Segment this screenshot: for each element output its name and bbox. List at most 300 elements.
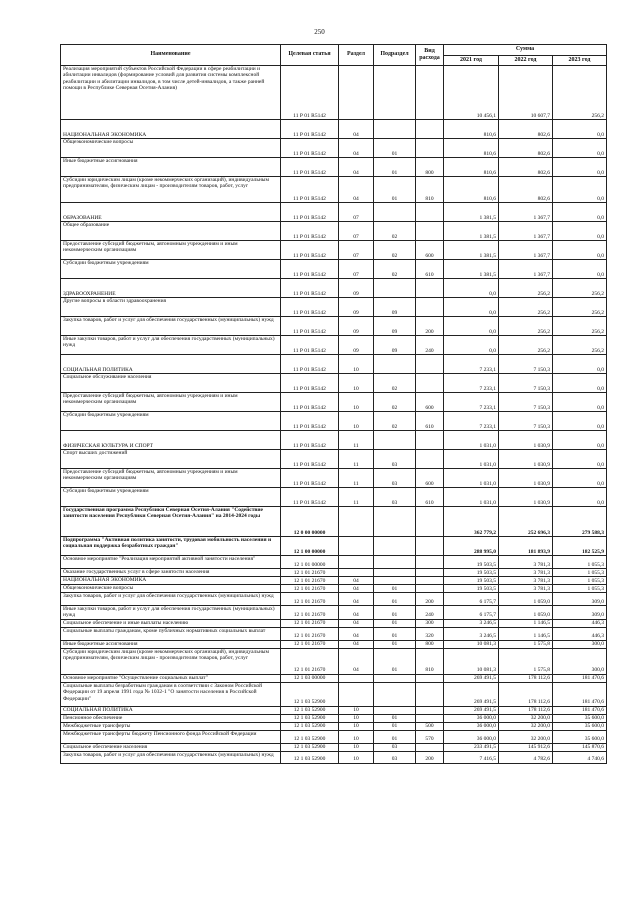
row-name: Общеэкономические вопросы — [61, 585, 281, 593]
row-sum-2022: 802,6 — [499, 139, 553, 158]
row-sum-2021: 1 381,5 — [444, 241, 499, 260]
table-row — [61, 279, 607, 298]
table-row — [61, 619, 607, 627]
table-row — [61, 355, 607, 374]
table-row — [61, 507, 607, 537]
row-sum-2023: 0,0 — [553, 177, 607, 203]
row-expense-type: 320 — [416, 627, 444, 640]
row-target: 11 Р 01 R5142 — [281, 120, 339, 139]
row-sum-2023: 4 740,6 — [553, 751, 607, 763]
row-sum-2021: 1 031,0 — [444, 488, 499, 507]
table-row — [61, 488, 607, 507]
row-sum-2022: 4 782,6 — [499, 751, 553, 763]
row-name: Межбюджетные трансферты — [61, 722, 281, 730]
row-sum-2021: 1 381,5 — [444, 222, 499, 241]
table-row — [61, 203, 607, 222]
row-target: 12 1 01 21670 — [281, 648, 339, 674]
row-section: 04 — [339, 158, 374, 177]
row-subsection: 02 — [374, 241, 416, 260]
row-expense-type — [416, 139, 444, 158]
table-row — [61, 139, 607, 158]
row-sum-2023: 0,0 — [553, 120, 607, 139]
row-section: 09 — [339, 279, 374, 298]
row-target: 11 Р 01 R5142 — [281, 66, 339, 120]
row-section: 10 — [339, 412, 374, 431]
row-sum-2021: 36 000,0 — [444, 722, 499, 730]
row-name: Реализация мероприятий субъектов Российской Федерации в сфере реабилитации и абилитации инвалидов (формирование условий для развития системы комплексной реабилитации и абилитации инвалидов, в том числе детей-инвалидов, а также ранней помощи в Республике Северная Осетия-Алания) — [61, 66, 281, 120]
row-expense-type — [416, 674, 444, 682]
row-expense-type — [416, 120, 444, 139]
row-subsection: 01 — [374, 606, 416, 620]
row-sum-2022: 1 030,9 — [499, 488, 553, 507]
row-sum-2022: 1 367,7 — [499, 241, 553, 260]
row-section — [339, 537, 374, 556]
row-subsection — [374, 203, 416, 222]
row-expense-type — [416, 374, 444, 393]
row-sum-2021: 10 456,1 — [444, 66, 499, 120]
row-sum-2022: 145 912,6 — [499, 743, 553, 751]
row-target: 12 1 01 21670 — [281, 606, 339, 620]
row-sum-2022: 32 200,0 — [499, 730, 553, 743]
table-row — [61, 577, 607, 585]
table-row — [61, 260, 607, 279]
row-sum-2021: 0,0 — [444, 317, 499, 336]
row-target: 11 Р 01 R5142 — [281, 279, 339, 298]
row-expense-type — [416, 743, 444, 751]
header-name: Наименование — [61, 45, 281, 66]
row-sum-2022: 1 367,7 — [499, 222, 553, 241]
row-subsection: 01 — [374, 714, 416, 722]
row-sum-2023: 256,2 — [553, 317, 607, 336]
row-subsection: 02 — [374, 412, 416, 431]
row-subsection: 01 — [374, 648, 416, 674]
row-sum-2021: 19 503,5 — [444, 585, 499, 593]
row-name: Закупка товаров, работ и услуг для обеспечения государственных (муниципальных) нужд — [61, 751, 281, 763]
row-expense-type: 600 — [416, 241, 444, 260]
row-sum-2021: 6 175,7 — [444, 593, 499, 606]
row-target: 11 Р 01 R5142 — [281, 298, 339, 317]
row-expense-type — [416, 556, 444, 569]
table-row — [61, 158, 607, 177]
table-row — [61, 450, 607, 469]
row-expense-type: 200 — [416, 593, 444, 606]
row-sum-2021: 810,6 — [444, 158, 499, 177]
row-section: 09 — [339, 317, 374, 336]
row-sum-2022: 256,2 — [499, 336, 553, 355]
row-sum-2022: 181 893,9 — [499, 537, 553, 556]
row-subsection: 03 — [374, 743, 416, 751]
row-section: 10 — [339, 374, 374, 393]
row-expense-type — [416, 569, 444, 577]
row-name: Иные бюджетные ассигнования — [61, 640, 281, 648]
row-sum-2021: 288 995,0 — [444, 537, 499, 556]
table-row — [61, 706, 607, 714]
row-expense-type: 200 — [416, 317, 444, 336]
row-name: ФИЗИЧЕСКАЯ КУЛЬТУРА И СПОРТ — [61, 431, 281, 450]
row-sum-2023: 181 470,6 — [553, 706, 607, 714]
row-sum-2021: 19 503,5 — [444, 556, 499, 569]
row-section: 07 — [339, 222, 374, 241]
row-expense-type — [416, 298, 444, 317]
row-sum-2021: 19 503,5 — [444, 569, 499, 577]
row-section: 04 — [339, 648, 374, 674]
row-sum-2022: 3 781,3 — [499, 556, 553, 569]
row-expense-type — [416, 585, 444, 593]
row-target: 12 1 03 52900 — [281, 730, 339, 743]
row-section: 04 — [339, 177, 374, 203]
row-sum-2022: 1 030,9 — [499, 431, 553, 450]
row-sum-2023: 145 870,6 — [553, 743, 607, 751]
row-name: Предоставление субсидий бюджетным, автономным учреждениям и иным некоммерческим организациям — [61, 241, 281, 260]
row-sum-2022: 32 200,0 — [499, 714, 553, 722]
row-expense-type: 610 — [416, 488, 444, 507]
row-sum-2021: 19 503,5 — [444, 577, 499, 585]
row-name: Общеэкономические вопросы — [61, 139, 281, 158]
row-name: СОЦИАЛЬНАЯ ПОЛИТИКА — [61, 706, 281, 714]
row-section: 04 — [339, 640, 374, 648]
row-sum-2023: 0,0 — [553, 431, 607, 450]
row-expense-type: 240 — [416, 606, 444, 620]
row-sum-2023: 0,0 — [553, 412, 607, 431]
row-section: 04 — [339, 585, 374, 593]
row-section: 07 — [339, 203, 374, 222]
row-target: 12 1 03 00000 — [281, 674, 339, 682]
row-sum-2023: 1 055,3 — [553, 556, 607, 569]
row-target: 11 Р 01 R5142 — [281, 393, 339, 412]
row-name: Общее образование — [61, 222, 281, 241]
row-subsection — [374, 120, 416, 139]
row-sum-2021: 10 081,3 — [444, 648, 499, 674]
row-sum-2023: 0,0 — [553, 450, 607, 469]
row-target: 11 Р 01 R5142 — [281, 488, 339, 507]
row-section: 11 — [339, 469, 374, 488]
row-sum-2022: 7 150,3 — [499, 355, 553, 374]
row-sum-2021: 0,0 — [444, 298, 499, 317]
row-target: 11 Р 01 R5142 — [281, 450, 339, 469]
row-target: 12 1 03 52900 — [281, 743, 339, 751]
row-subsection — [374, 279, 416, 298]
row-target: 12 1 01 21670 — [281, 569, 339, 577]
row-target: 11 Р 01 R5142 — [281, 469, 339, 488]
row-sum-2022: 1 575,8 — [499, 640, 553, 648]
row-expense-type: 240 — [416, 336, 444, 355]
header-subsection: Подраздел — [374, 45, 416, 66]
row-target: 11 Р 01 R5142 — [281, 336, 339, 355]
row-expense-type — [416, 577, 444, 585]
row-sum-2021: 3 246,5 — [444, 627, 499, 640]
row-sum-2023: 0,0 — [553, 260, 607, 279]
row-name: Закупка товаров, работ и услуг для обеспечения государственных (муниципальных) нужд — [61, 593, 281, 606]
row-sum-2022: 256,2 — [499, 298, 553, 317]
page-number: 250 — [314, 28, 325, 36]
row-target: 11 Р 01 R5142 — [281, 177, 339, 203]
row-expense-type: 200 — [416, 751, 444, 763]
row-subsection: 03 — [374, 450, 416, 469]
row-sum-2022: 7 150,3 — [499, 412, 553, 431]
row-target: 12 0 00 00000 — [281, 507, 339, 537]
row-name: НАЦИОНАЛЬНАЯ ЭКОНОМИКА — [61, 577, 281, 585]
row-sum-2022: 1 030,9 — [499, 469, 553, 488]
row-target: 11 Р 01 R5142 — [281, 139, 339, 158]
row-section: 07 — [339, 260, 374, 279]
row-sum-2023: 300,0 — [553, 640, 607, 648]
header-section: Раздел — [339, 45, 374, 66]
row-sum-2021: 7 233,1 — [444, 412, 499, 431]
row-target: 11 Р 01 R5142 — [281, 355, 339, 374]
row-sum-2022: 178 112,6 — [499, 682, 553, 706]
row-name: Другие вопросы в области здравоохранения — [61, 298, 281, 317]
row-subsection — [374, 674, 416, 682]
row-sum-2023: 0,0 — [553, 158, 607, 177]
row-sum-2022: 178 112,6 — [499, 674, 553, 682]
row-section: 04 — [339, 606, 374, 620]
table-row — [61, 593, 607, 606]
row-sum-2023: 0,0 — [553, 469, 607, 488]
row-subsection: 01 — [374, 730, 416, 743]
row-section — [339, 682, 374, 706]
row-expense-type: 800 — [416, 640, 444, 648]
table-row — [61, 374, 607, 393]
row-expense-type — [416, 431, 444, 450]
table-row — [61, 431, 607, 450]
row-subsection: 03 — [374, 469, 416, 488]
header-expense-type: Вид расхода — [416, 45, 444, 66]
row-expense-type — [416, 706, 444, 714]
row-sum-2022: 256,2 — [499, 317, 553, 336]
row-name: Субсидии бюджетным учреждениям — [61, 260, 281, 279]
row-expense-type: 810 — [416, 177, 444, 203]
table-row — [61, 585, 607, 593]
row-section: 10 — [339, 714, 374, 722]
row-sum-2021: 1 381,5 — [444, 203, 499, 222]
table-row — [61, 177, 607, 203]
row-sum-2021: 3 246,5 — [444, 619, 499, 627]
row-name: Подпрограмма "Активная политика занятости, трудовая мобильность населения и социальная поддержка безработных граждан" — [61, 537, 281, 556]
row-expense-type — [416, 355, 444, 374]
row-sum-2023: 256,2 — [553, 66, 607, 120]
row-target: 12 1 03 52900 — [281, 751, 339, 763]
row-section: 09 — [339, 298, 374, 317]
row-expense-type — [416, 714, 444, 722]
row-sum-2022: 32 200,0 — [499, 722, 553, 730]
row-subsection: 03 — [374, 751, 416, 763]
row-expense-type — [416, 203, 444, 222]
row-section: 04 — [339, 593, 374, 606]
row-target: 11 Р 01 R5142 — [281, 317, 339, 336]
row-target: 12 1 03 52900 — [281, 714, 339, 722]
row-subsection: 01 — [374, 177, 416, 203]
table-row — [61, 640, 607, 648]
row-expense-type: 600 — [416, 469, 444, 488]
row-sum-2022: 802,6 — [499, 177, 553, 203]
row-expense-type — [416, 507, 444, 537]
row-target: 11 Р 01 R5142 — [281, 158, 339, 177]
row-sum-2021: 269 491,5 — [444, 674, 499, 682]
table-row — [61, 222, 607, 241]
table-row — [61, 469, 607, 488]
row-section: 10 — [339, 355, 374, 374]
row-target: 11 Р 01 R5142 — [281, 241, 339, 260]
row-sum-2021: 1 381,5 — [444, 260, 499, 279]
row-target: 12 1 01 21670 — [281, 627, 339, 640]
row-section: 11 — [339, 431, 374, 450]
row-name: ОБРАЗОВАНИЕ — [61, 203, 281, 222]
row-target: 12 1 01 21670 — [281, 619, 339, 627]
row-sum-2021: 1 031,0 — [444, 450, 499, 469]
row-sum-2022: 1 059,0 — [499, 606, 553, 620]
row-expense-type — [416, 279, 444, 298]
row-expense-type: 610 — [416, 412, 444, 431]
row-sum-2023: 1 055,3 — [553, 585, 607, 593]
row-name: Субсидии бюджетным учреждениям — [61, 412, 281, 431]
row-sum-2022: 1 030,9 — [499, 450, 553, 469]
row-name: Основное мероприятие "Осуществление социальных выплат" — [61, 674, 281, 682]
row-sum-2022: 252 696,3 — [499, 507, 553, 537]
table-row — [61, 412, 607, 431]
row-expense-type: 300 — [416, 619, 444, 627]
table-row — [61, 336, 607, 355]
header-2022: 2022 год — [499, 56, 553, 66]
row-section — [339, 66, 374, 120]
row-subsection: 02 — [374, 374, 416, 393]
row-sum-2022: 7 150,3 — [499, 374, 553, 393]
row-name: Иные закупки товаров, работ и услуг для обеспечения государственных (муниципальных) нужд — [61, 606, 281, 620]
row-sum-2021: 0,0 — [444, 279, 499, 298]
row-expense-type — [416, 66, 444, 120]
table-row — [61, 682, 607, 706]
row-expense-type — [416, 682, 444, 706]
budget-table — [60, 44, 607, 764]
header-2023: 2023 год — [553, 56, 607, 66]
row-expense-type: 800 — [416, 158, 444, 177]
table-row — [61, 120, 607, 139]
row-name: Спорт высших достижений — [61, 450, 281, 469]
table-row — [61, 674, 607, 682]
row-section: 10 — [339, 730, 374, 743]
table-row — [61, 241, 607, 260]
row-sum-2022: 1 146,5 — [499, 627, 553, 640]
table-row — [61, 298, 607, 317]
row-sum-2023: 446,3 — [553, 627, 607, 640]
row-sum-2023: 279 588,3 — [553, 507, 607, 537]
row-name: Оказание государственных услуг в сфере занятости населения — [61, 569, 281, 577]
row-expense-type: 810 — [416, 648, 444, 674]
row-sum-2021: 362 779,2 — [444, 507, 499, 537]
row-section: 04 — [339, 619, 374, 627]
table-row — [61, 751, 607, 763]
row-subsection: 03 — [374, 488, 416, 507]
row-section: 09 — [339, 336, 374, 355]
row-sum-2022: 802,6 — [499, 120, 553, 139]
row-target: 12 1 01 21670 — [281, 640, 339, 648]
row-name: Государственная программа Республики Северная Осетия-Алания "Содействие занятости населения Республики Северная Осетия-Алания" на 2014-2024 годы — [61, 507, 281, 537]
row-sum-2023: 0,0 — [553, 241, 607, 260]
row-subsection — [374, 355, 416, 374]
row-sum-2021: 1 031,0 — [444, 469, 499, 488]
row-subsection: 02 — [374, 393, 416, 412]
row-subsection — [374, 507, 416, 537]
header-sum: Сумма — [444, 45, 607, 56]
row-sum-2023: 182 525,9 — [553, 537, 607, 556]
row-subsection: 01 — [374, 585, 416, 593]
row-sum-2022: 1 059,0 — [499, 593, 553, 606]
table-row — [61, 569, 607, 577]
row-target: 11 Р 01 R5142 — [281, 260, 339, 279]
row-sum-2023: 181 470,6 — [553, 682, 607, 706]
row-subsection — [374, 706, 416, 714]
row-sum-2021: 7 233,1 — [444, 355, 499, 374]
row-subsection: 01 — [374, 627, 416, 640]
row-name: Социальные выплаты гражданам, кроме публичных нормативных социальных выплат — [61, 627, 281, 640]
row-name: ЗДРАВООХРАНЕНИЕ — [61, 279, 281, 298]
row-name: СОЦИАЛЬНАЯ ПОЛИТИКА — [61, 355, 281, 374]
row-sum-2023: 181 470,6 — [553, 674, 607, 682]
row-sum-2021: 810,6 — [444, 120, 499, 139]
row-sum-2023: 256,2 — [553, 336, 607, 355]
row-section: 11 — [339, 450, 374, 469]
row-sum-2022: 7 150,3 — [499, 393, 553, 412]
table-row — [61, 648, 607, 674]
row-sum-2022: 178 112,6 — [499, 706, 553, 714]
row-sum-2022: 10 607,7 — [499, 66, 553, 120]
row-section — [339, 507, 374, 537]
row-section: 04 — [339, 139, 374, 158]
row-sum-2022: 1 575,8 — [499, 648, 553, 674]
row-sum-2021: 7 416,5 — [444, 751, 499, 763]
row-sum-2021: 7 233,1 — [444, 393, 499, 412]
table-row — [61, 66, 607, 120]
row-subsection — [374, 577, 416, 585]
row-sum-2023: 0,0 — [553, 374, 607, 393]
row-subsection: 01 — [374, 139, 416, 158]
row-sum-2021: 269 491,5 — [444, 682, 499, 706]
row-target: 11 Р 01 R5142 — [281, 412, 339, 431]
row-sum-2021: 810,6 — [444, 177, 499, 203]
row-expense-type: 610 — [416, 260, 444, 279]
row-sum-2023: 0,0 — [553, 222, 607, 241]
row-sum-2023: 0,0 — [553, 488, 607, 507]
row-name: Социальное обслуживание населения — [61, 374, 281, 393]
row-section: 11 — [339, 488, 374, 507]
table-row — [61, 317, 607, 336]
row-sum-2023: 0,0 — [553, 355, 607, 374]
row-subsection — [374, 537, 416, 556]
row-subsection: 02 — [374, 222, 416, 241]
row-sum-2021: 6 175,7 — [444, 606, 499, 620]
row-sum-2021: 7 233,1 — [444, 374, 499, 393]
row-expense-type: 600 — [416, 393, 444, 412]
row-name: Закупка товаров, работ и услуг для обеспечения государственных (муниципальных) нужд — [61, 317, 281, 336]
row-sum-2022: 3 781,3 — [499, 577, 553, 585]
header-target: Целевая статья — [281, 45, 339, 66]
row-sum-2022: 1 146,5 — [499, 619, 553, 627]
row-name: Межбюджетные трансферты бюджету Пенсионного фонда Российской Федерации — [61, 730, 281, 743]
row-target: 11 Р 01 R5142 — [281, 374, 339, 393]
row-sum-2023: 256,2 — [553, 298, 607, 317]
row-target: 12 1 01 21670 — [281, 585, 339, 593]
row-sum-2023: 1 055,3 — [553, 569, 607, 577]
table-row — [61, 627, 607, 640]
row-sum-2023: 309,0 — [553, 606, 607, 620]
row-sum-2021: 10 081,3 — [444, 640, 499, 648]
row-expense-type — [416, 222, 444, 241]
row-name: Субсидии бюджетным учреждениям — [61, 488, 281, 507]
row-target: 12 1 01 00000 — [281, 556, 339, 569]
row-subsection: 01 — [374, 593, 416, 606]
row-sum-2022: 802,6 — [499, 158, 553, 177]
row-sum-2022: 1 367,7 — [499, 203, 553, 222]
row-section — [339, 674, 374, 682]
